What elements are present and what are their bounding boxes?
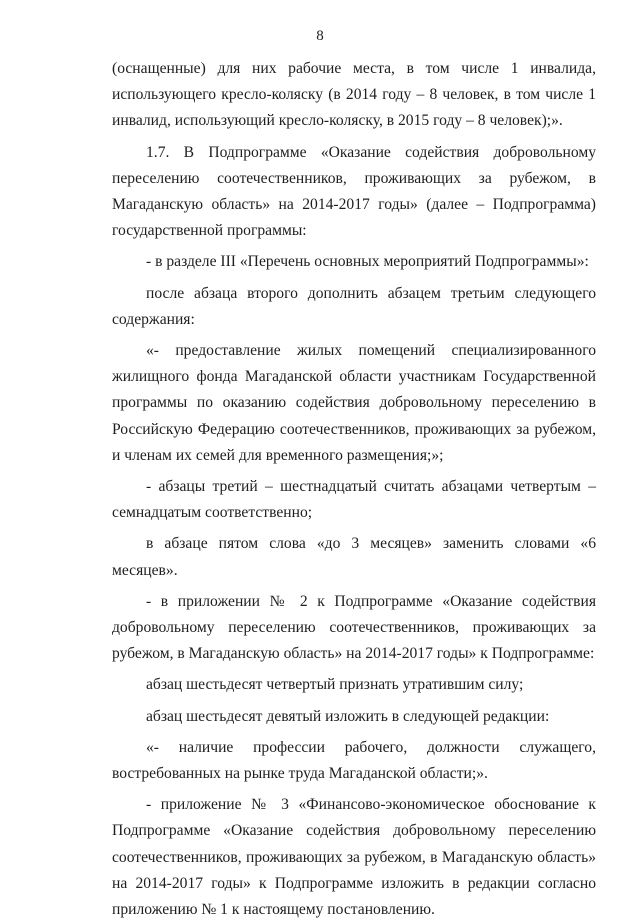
paragraph-housing-provision: «- предоставление жилых помещений специализированного жилищного фонда Магаданской области участникам Государственной программы по оказанию содействия добровольному переселению в Российскую Федерацию соотечественников, проживающих за рубежом, и членам их семей для временного размещения;»; xyxy=(112,342,596,464)
paragraph-renumbering: - абзацы третий – шестнадцатый считать абзацами четвертым – семнадцатым соответственно; xyxy=(112,478,596,522)
paragraph-64th-invalid: абзац шестьдесят четвертый признать утратившим силу; xyxy=(146,676,524,694)
paragraph-months-replacement: в абзаце пятом слова «до 3 месяцев» заменить словами «6 месяцев». xyxy=(112,535,596,579)
paragraph-continuation-workplaces: (оснащенные) для них рабочие места, в том числе 1 инвалида, использующего кресло-коляску (в 2014 году – 8 человек, в том числе 1 инвалид, использующий кресло-коляску, в 2015 году – 8 человек);». xyxy=(112,60,596,130)
paragraph-appendix-2: - в приложении № 2 к Подпрограмме «Оказание содействия добровольному переселению соотечественников, проживающих за рубежом, в Магаданскую область» на 2014-2017 годы» к Подпрограмме: xyxy=(112,592,596,663)
paragraph-section-iii: - в разделе III «Перечень основных мероприятий Подпрограммы»: xyxy=(146,253,589,271)
paragraph-item-1-7: 1.7. В Подпрограмме «Оказание содействия добровольному переселению соотечественников, проживающих за рубежом, в Магаданскую область» на 2014-2017 годы» (далее – Подпрограмма) государственной программы: xyxy=(112,143,596,240)
paragraph-69th-new-wording: абзац шестьдесят девятый изложить в следующей редакции: xyxy=(146,707,550,725)
page-number: 8 xyxy=(316,28,324,44)
paragraph-appendix-3: - приложение № 3 «Финансово-экономическое обоснование к Подпрограмме «Оказание содействия добровольному переселению соотечественников, проживающих за рубежом, в Магаданскую область» на 2014-2017 годы» к Подпрограмме изложить в редакции согласно приложению № 1 к настоящему постановлению. xyxy=(112,796,596,919)
paragraph-after-second-abzats: после абзаца второго дополнить абзацем третьим следующего содержания: xyxy=(112,284,596,328)
document-body xyxy=(112,56,596,923)
paragraph-profession-requirement: «- наличие профессии рабочего, должности служащего, востребованных на рынке труда Магаданской области;». xyxy=(112,738,596,783)
